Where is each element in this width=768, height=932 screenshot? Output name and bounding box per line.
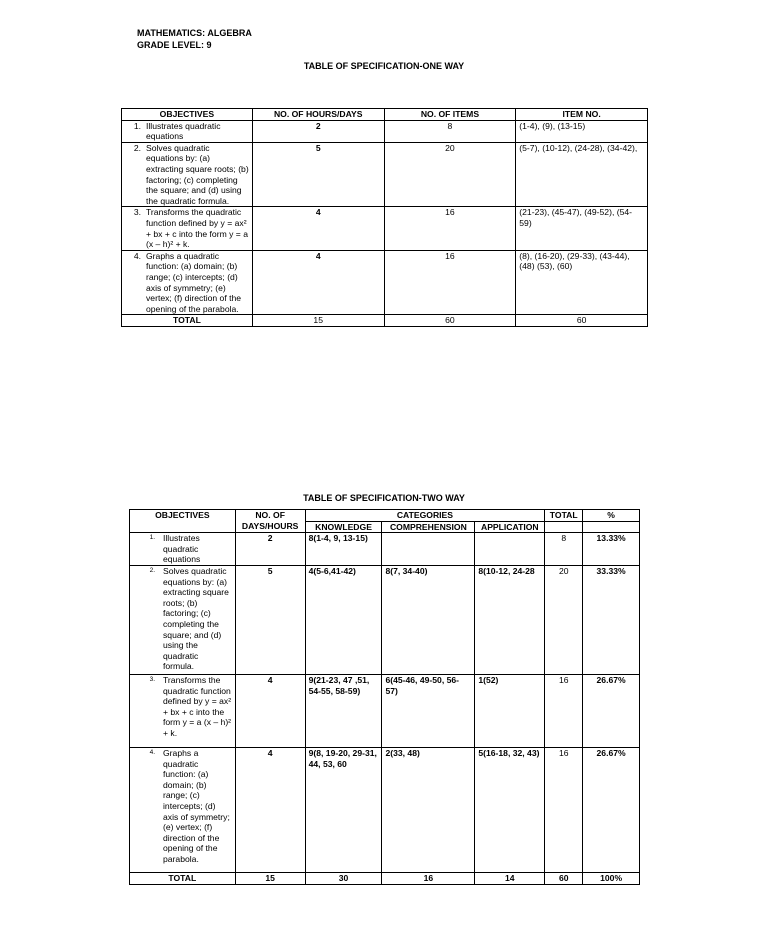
percent-cell: 26.67% [583,747,640,872]
objective-text: Solves quadratic equations by: (a) extracting square roots; (b) factoring; (c) completing the square; and (d) using the quadratic formula. [146,142,249,206]
items-cell: 16 [384,207,516,250]
days-cell: 4 [235,747,305,872]
hours-cell: 4 [252,250,384,315]
comprehension-cell: 2(33, 48) [382,747,475,872]
objective-number: 3. [133,207,141,218]
col-item-no: ITEM NO. [516,109,648,121]
col-total: TOTAL [545,510,583,522]
knowledge-cell: 9(21-23, 47 ,51, 54-55, 58-59) [305,674,382,747]
total-row [130,872,640,884]
table-row [130,533,640,566]
items-cell: 16 [384,250,516,315]
objective-cell [122,142,253,207]
objective-cell [122,207,253,250]
item-no-cell: (8), (16-20), (29-33), (43-44), (48) (53), (60) [516,250,648,315]
total-items: 60 [384,315,516,327]
total-application: 14 [475,872,545,884]
two-way-table [129,509,640,885]
subject-heading: MATHEMATICS: ALGEBRA [137,28,252,38]
table-row [130,674,640,747]
objective-text: Illustrates quadratic equations [146,120,221,142]
objective-text: Solves quadratic equations by: (a) extracting square roots; (b) factoring; (c) completing the square; and (d) using the quadratic formula. [163,565,229,672]
objective-number: 4. [149,748,155,756]
objective-cell [122,120,253,142]
objective-number: 3. [149,675,155,683]
application-cell: 5(16-18, 32, 43) [475,747,545,872]
table-row [130,747,640,872]
objective-number: 2. [133,142,141,153]
total-label: TOTAL [130,872,236,884]
col-comprehension: COMPREHENSION [382,521,475,533]
objective-text: Transforms the quadratic function defined by y = ax² + bx + c into the form y = a (x – h)² + k. [163,674,232,738]
objective-number: 1. [149,534,155,542]
total-row [122,315,648,327]
objective-text: Transforms the quadratic function defined by y = ax² + bx + c into the form y = a (x – h)² + k. [146,207,248,250]
application-cell: 8(10-12, 24-28 [475,565,545,674]
items-cell: 8 [384,120,516,142]
objective-text: Illustrates quadratic equations [163,533,201,565]
comprehension-cell: 6(45-46, 49-50, 56-57) [382,674,475,747]
percent-cell: 26.67% [583,674,640,747]
objective-cell [130,747,236,872]
comprehension-cell: 8(7, 34-40) [382,565,475,674]
row-total-cell: 16 [545,747,583,872]
total-days: 15 [235,872,305,884]
two-way-title: TABLE OF SPECIFICATION-TWO WAY [303,493,465,503]
row-total-cell: 20 [545,565,583,674]
item-no-cell: (5-7), (10-12), (24-28), (34-42), [516,142,648,207]
comprehension-cell [382,533,475,566]
col-days-hours: NO. OF DAYS/HOURS [235,510,305,533]
col-items: NO. OF ITEMS [384,109,516,121]
days-cell: 2 [235,533,305,566]
two-way-header-row [130,510,640,522]
col-percent-blank [583,521,640,533]
knowledge-cell: 9(8, 19-20, 29-31, 44, 53, 60 [305,747,382,872]
hours-cell: 5 [252,142,384,207]
items-cell: 20 [384,142,516,207]
percent-cell: 33.33% [583,565,640,674]
objective-cell [130,565,236,674]
total-knowledge: 30 [305,872,382,884]
knowledge-cell: 4(5-6,41-42) [305,565,382,674]
percent-cell: 13.33% [583,533,640,566]
grade-level-heading: GRADE LEVEL: 9 [137,40,212,50]
total-comprehension: 16 [382,872,475,884]
grand-total: 60 [545,872,583,884]
objective-number: 2. [149,566,155,574]
objective-number: 1. [133,120,141,131]
total-hours: 15 [252,315,384,327]
item-no-cell: (21-23), (45-47), (49-52), (54-59) [516,207,648,250]
col-categories: CATEGORIES [305,510,545,522]
table-row [122,250,648,315]
row-total-cell: 8 [545,533,583,566]
objective-text: Graphs a quadratic function: (a) domain; (b) range; (c) intercepts; (d) axis of symmetry; (e) vertex; (f) direction of the opening of the parabola. [146,250,242,314]
col-hours: NO. OF HOURS/DAYS [252,109,384,121]
col-objectives: OBJECTIVES [122,109,253,121]
total-item-no: 60 [516,315,648,327]
col-application: APPLICATION [475,521,545,533]
table-row [122,207,648,250]
col-percent: % [583,510,640,522]
objective-number: 4. [133,250,141,261]
table-row [122,142,648,207]
table-row [130,565,640,674]
objective-cell [130,533,236,566]
hours-cell: 2 [252,120,384,142]
hours-cell: 4 [252,207,384,250]
item-no-cell: (1-4), (9), (13-15) [516,120,648,142]
one-way-table [121,108,648,327]
days-cell: 4 [235,674,305,747]
total-percent: 100% [583,872,640,884]
days-cell: 5 [235,565,305,674]
one-way-header-row [122,109,648,121]
table-row [122,120,648,142]
row-total-cell: 16 [545,674,583,747]
application-cell [475,533,545,566]
col-total-blank [545,521,583,533]
total-label: TOTAL [122,315,253,327]
knowledge-cell: 8(1-4, 9, 13-15) [305,533,382,566]
objective-text: Graphs a quadratic function: (a) domain; (b) range; (c) intercepts; (d) axis of symmetry; (e) vertex; (f) direction of the opening of the parabola. [163,747,230,864]
col-objectives: OBJECTIVES [130,510,236,533]
objective-cell [122,250,253,315]
col-knowledge: KNOWLEDGE [305,521,382,533]
objective-cell [130,674,236,747]
application-cell: 1(52) [475,674,545,747]
one-way-title: TABLE OF SPECIFICATION-ONE WAY [303,61,465,71]
